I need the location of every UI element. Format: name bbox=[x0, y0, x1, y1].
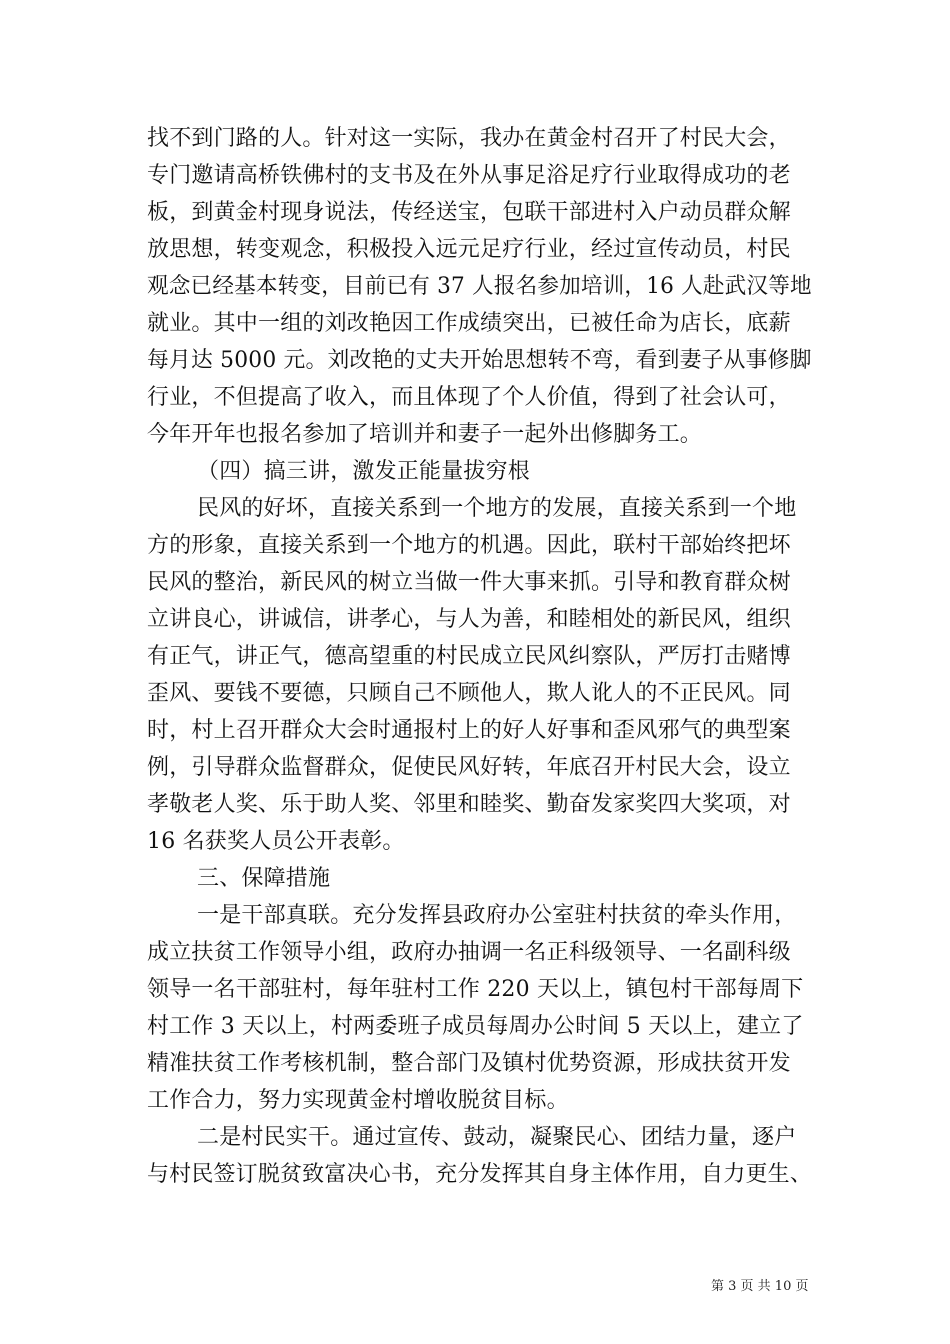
body-line: 与村民签订脱贫致富决心书，充分发挥其自身主体作用，自力更生、 bbox=[147, 1162, 813, 1187]
body-line: 今年开年也报名参加了培训并和妻子一起外出修脚务工。 bbox=[147, 422, 703, 447]
body-line: 时，村上召开群众大会时通报村上的好人好事和歪风邪气的典型案 bbox=[147, 718, 791, 743]
body-line: 放思想，转变观念，积极投入远元足疗行业，经过宣传动员，村民 bbox=[147, 237, 791, 262]
body-line: 观念已经基本转变，目前已有 37 人报名参加培训，16 人赴武汉等地 bbox=[147, 274, 812, 299]
body-line: 民风的好坏，直接关系到一个地方的发展，直接关系到一个地 bbox=[197, 496, 797, 521]
body-line: 板，到黄金村现身说法，传经送宝，包联干部进村入户动员群众解 bbox=[147, 200, 791, 225]
body-line: 行业，不但提高了收入，而且体现了个人价值，得到了社会认可， bbox=[147, 385, 791, 410]
body-line: 成立扶贫工作领导小组，政府办抽调一名正科级领导、一名副科级 bbox=[147, 940, 791, 965]
body-line: 工作合力，努力实现黄金村增收脱贫目标。 bbox=[147, 1088, 569, 1113]
body-line: 例，引导群众监督群众，促使民风好转，年底召开村民大会，设立 bbox=[147, 755, 791, 780]
body-line: 方的形象，直接关系到一个地方的机遇。因此，联村干部始终把坏 bbox=[147, 533, 791, 558]
body-line: 民风的整治，新民风的树立当做一件大事来抓。引导和教育群众树 bbox=[147, 570, 791, 595]
body-line: 一是干部真联。充分发挥县政府办公室驻村扶贫的牵头作用， bbox=[197, 903, 797, 928]
body-line: 找不到门路的人。针对这一实际，我办在黄金村召开了村民大会， bbox=[147, 126, 791, 151]
body-line: 歪风、要钱不要德，只顾自己不顾他人，欺人讹人的不正民风。同 bbox=[147, 681, 791, 706]
section-heading: （四）搞三讲，激发正能量拔穷根 bbox=[197, 459, 531, 484]
body-line: 孝敬老人奖、乐于助人奖、邻里和睦奖、勤奋发家奖四大奖项，对 bbox=[147, 792, 791, 817]
body-line: 每月达 5000 元。刘改艳的丈夫开始思想转不弯，看到妻子从事修脚 bbox=[147, 348, 812, 373]
section-heading: 三、保障措施 bbox=[197, 866, 331, 891]
body-line: 精准扶贫工作考核机制，整合部门及镇村优势资源，形成扶贫开发 bbox=[147, 1051, 791, 1076]
page-number: 第 3 页 共 10 页 bbox=[711, 1279, 809, 1294]
body-line: 村工作 3 天以上，村两委班子成员每周办公时间 5 天以上，建立了 bbox=[147, 1014, 804, 1039]
body-line: 专门邀请高桥铁佛村的支书及在外从事足浴足疗行业取得成功的老 bbox=[147, 163, 791, 188]
body-line: 二是村民实干。通过宣传、鼓动，凝聚民心、团结力量，逐户 bbox=[197, 1125, 797, 1150]
body-line: 就业。其中一组的刘改艳因工作成绩突出，已被任命为店长，底薪 bbox=[147, 311, 791, 336]
body-line: 领导一名干部驻村，每年驻村工作 220 天以上，镇包村干部每周下 bbox=[147, 977, 804, 1002]
body-line: 16 名获奖人员公开表彰。 bbox=[147, 829, 405, 854]
body-line: 有正气，讲正气，德高望重的村民成立民风纠察队，严厉打击赌博 bbox=[147, 644, 791, 669]
body-line: 立讲良心，讲诚信，讲孝心，与人为善，和睦相处的新民风，组织 bbox=[147, 607, 791, 632]
